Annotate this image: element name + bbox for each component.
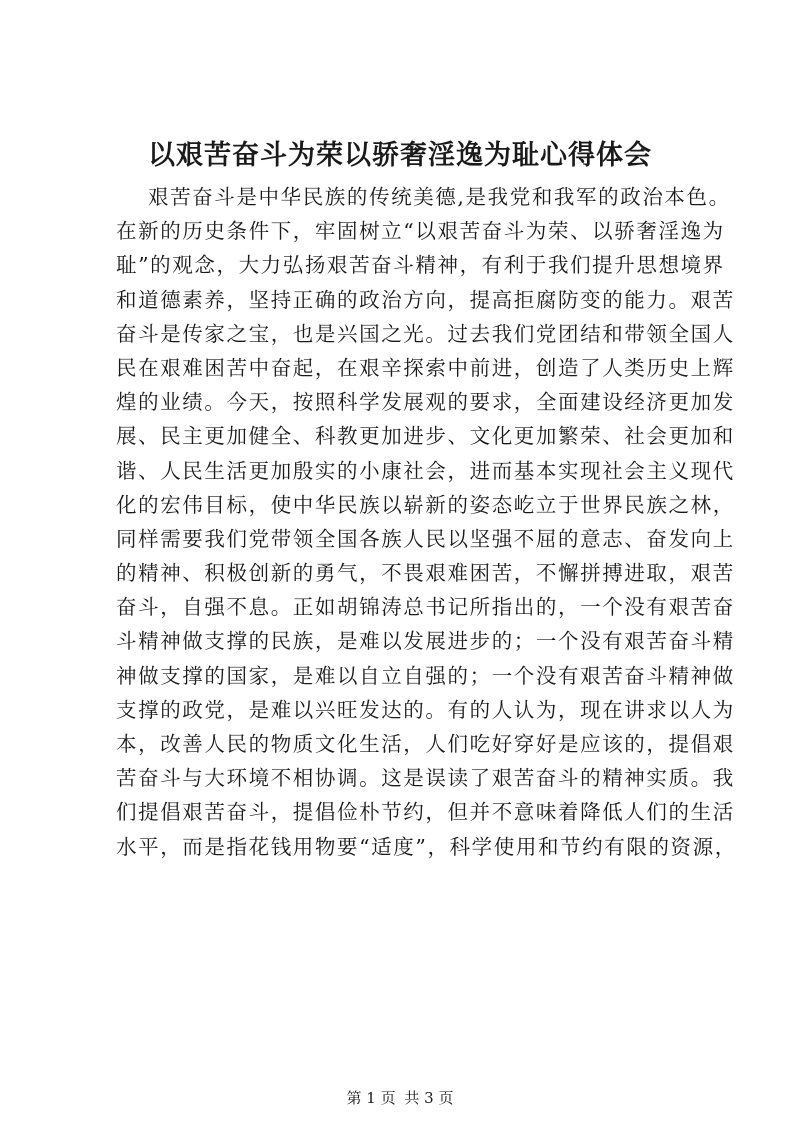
text-line: 民在艰难困苦中奋起，在艰辛探索中前进，创造了人类历史上辉 (116, 355, 735, 380)
text-line: 支撑的政党，是难以兴旺发达的。有的人认为，现在讲求以人为 (116, 697, 735, 722)
body-paragraph (116, 180, 737, 864)
text-line: 本，改善人民的物质文化生活，人们吃好穿好是应该的，提倡艰 (116, 732, 735, 756)
text-line: 奋斗是传家之宝，也是兴国之光。过去我们党团结和带领全国人 (116, 321, 735, 346)
text-line: 化的宏伟目标，使中华民族以崭新的姿态屹立于世界民族之林， (116, 492, 735, 517)
text-line: 展、民主更加健全、科教更加进步、文化更加繁荣、社会更加和 (116, 424, 735, 449)
text-line: 的精神、积极创新的勇气，不畏艰难困苦，不懈拼搏进取，艰苦 (116, 561, 735, 586)
text-line: 神做支撑的国家，是难以自立自强的；一个没有艰苦奋斗精神做 (116, 663, 735, 688)
text-line: 水平，而是指花钱用物要“适度”，科学使用和节约有限的资源， (116, 834, 737, 859)
document-title: 以艰苦奋斗为荣以骄奢淫逸为耻心得体会 (148, 140, 652, 171)
text-line: 煌的业绩。今天，按照科学发展观的要求，全面建设经济更加发 (116, 390, 735, 415)
page-number: 第 1 页 (346, 1089, 396, 1107)
text-line: 们提倡艰苦奋斗，提倡俭朴节约，但并不意味着降低人们的生活 (116, 800, 735, 825)
text-line: 在新的历史条件下，牢固树立“以艰苦奋斗为荣、以骄奢淫逸为 (116, 219, 725, 244)
text-line: 艰苦奋斗是中华民族的传统美德,是我党和我军的政治本色。 (148, 185, 731, 209)
text-line: 和道德素养，坚持正确的政治方向，提高拒腐防变的能力。艰苦 (116, 287, 735, 312)
page-footer (0, 1088, 800, 1108)
text-line: 苦奋斗与大环境不相协调。这是误读了艰苦奋斗的精神实质。我 (116, 766, 735, 791)
text-line: 谐、人民生活更加殷实的小康社会，进而基本实现社会主义现代 (116, 458, 735, 483)
text-line: 斗精神做支撑的民族，是难以发展进步的；一个没有艰苦奋斗精 (116, 629, 735, 654)
text-line: 奋斗，自强不息。正如胡锦涛总书记所指出的，一个没有艰苦奋 (116, 595, 735, 620)
text-line: 耻”的观念，大力弘扬艰苦奋斗精神，有利于我们提升思想境界 (116, 253, 725, 278)
page-total: 共 3 页 (404, 1089, 454, 1107)
text-line: 同样需要我们党带领全国各族人民以坚强不屈的意志、奋发向上 (116, 526, 735, 551)
